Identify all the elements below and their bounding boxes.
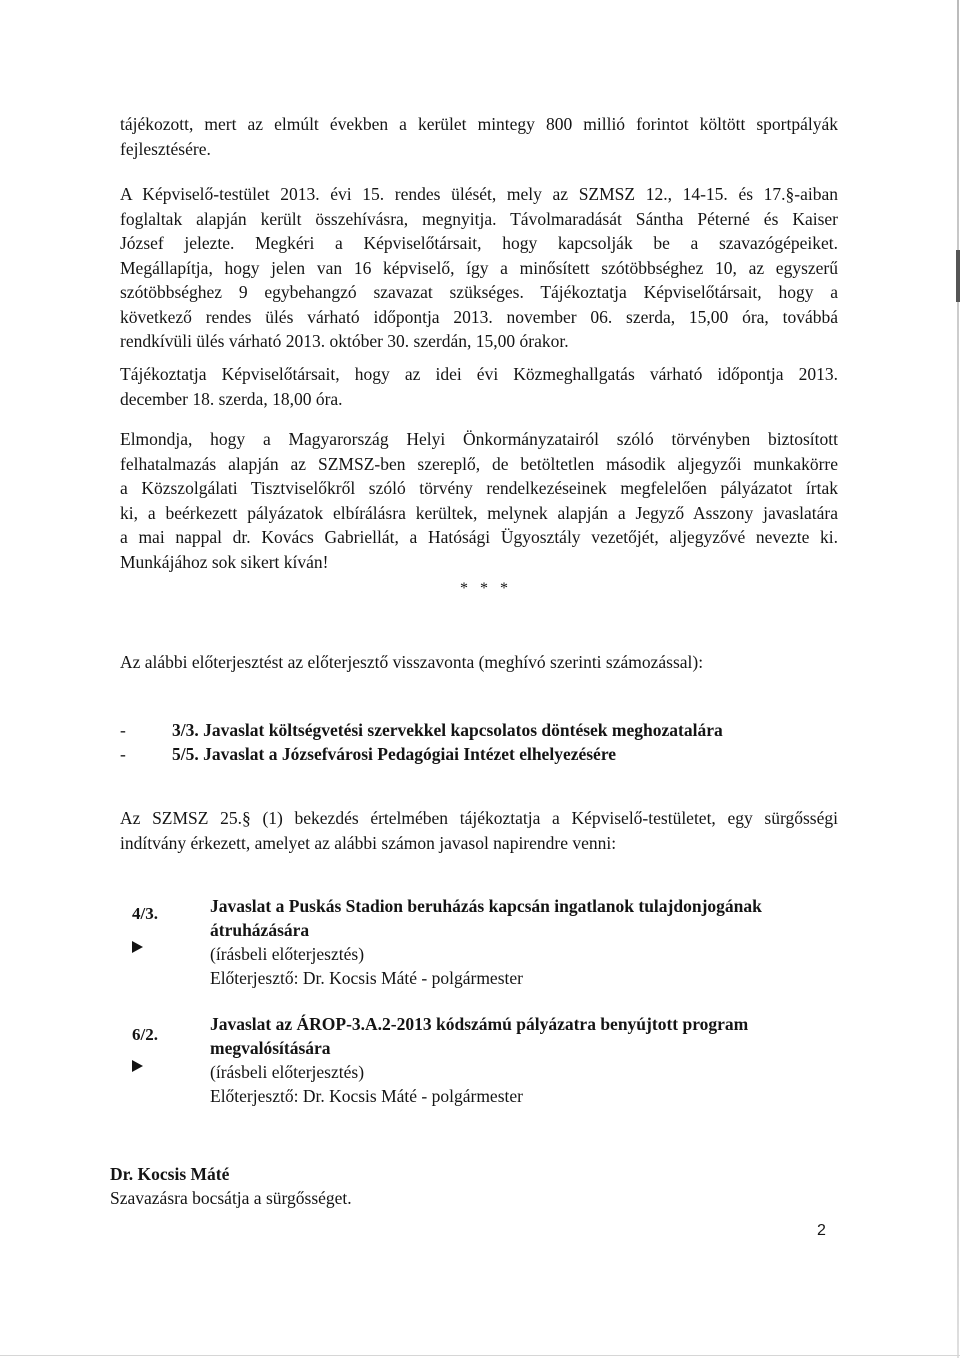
text-line: Tájékoztatja Képviselőtársait, hogy az idei évi Közmeghallgatás várható időpontja 2013. <box>120 364 838 384</box>
withdrawn-item <box>120 742 616 766</box>
text-line: szótöbbséghez 9 egybehangzó szavazat szükséges. Tájékoztatja Képviselőtársait, hogy a <box>120 282 838 302</box>
agenda-item-presenter: Előterjesztő: Dr. Kocsis Máté - polgármester <box>210 1086 523 1106</box>
text-line: rendkívüli ülés várható 2013. október 30. szerdán, 15,00 órakor. <box>120 331 569 351</box>
dash-marker: - <box>120 744 126 764</box>
scan-edge-line <box>0 1355 960 1356</box>
text-line: Megállapítja, hogy jelen van 16 képviselő, így a minősített szótöbbséghez 10, az egyszerű <box>120 257 838 278</box>
withdrawn-item <box>120 718 723 742</box>
signer-name: Dr. Kocsis Máté <box>110 1164 230 1184</box>
paragraph-continuation <box>120 112 838 161</box>
scan-edge-line <box>957 0 959 1358</box>
text-line: Az SZMSZ 25.§ (1) bekezdés értelmében tájékoztatja a Képviselő-testületet, egy sürgősségi <box>120 808 838 828</box>
withdrawn-item-text: 3/3. Javaslat költségvetési szervekkel kapcsolatos döntések meghozatalára <box>172 720 723 740</box>
agenda-item <box>210 894 840 990</box>
text-line: fejlesztésére. <box>120 138 211 159</box>
agenda-item <box>210 1012 840 1108</box>
page-number: 2 <box>817 1222 826 1239</box>
agenda-item-type: (írásbeli előterjesztés) <box>210 944 365 964</box>
dash-marker: - <box>120 720 126 740</box>
text-line: ki, a beérkezett pályázatok elbírálásra kerültek, melynek alapján a Jegyző Asszony javaslatára <box>120 502 838 523</box>
agenda-item-number: 6/2. <box>132 1025 158 1044</box>
right-triangle-arrow-icon <box>132 1060 143 1072</box>
agenda-item-title: Javaslat a Puskás Stadion beruházás kapcsán ingatlanok tulajdonjogának <box>210 896 762 916</box>
paragraph-public-hearing <box>120 362 838 411</box>
text-line: a mai nappal dr. Kovács Gabriellát, a Hatósági Ügyosztály vezetőjét, aljegyzővé nevezte ki. <box>120 527 838 547</box>
text-line: felhatalmazás alapján az SZMSZ-ben szereplő, de betöltetlen második aljegyzői munkakörre <box>120 453 838 474</box>
text-line: A Képviselő-testület 2013. évi 15. rendes ülését, mely az SZMSZ 12., 14-15. és 17.§-aiban <box>120 184 838 204</box>
text-line: Az alábbi előterjesztést az előterjesztő visszavonta (meghívó szerinti számozással): <box>120 652 704 672</box>
paragraph-urgent-motion <box>120 806 838 855</box>
text-line: a Közszolgálati Tisztviselőkről szóló törvény rendelkezéseinek megfelelően pályázatot írtak <box>120 478 838 498</box>
right-triangle-arrow-icon <box>132 941 143 953</box>
section-separator: * * * <box>460 580 512 597</box>
signer-action: Szavazásra bocsátja a sürgősséget. <box>110 1188 352 1208</box>
scan-edge-mark <box>956 250 960 302</box>
paragraph-withdrawn-intro <box>120 650 838 675</box>
text-line: Elmondja, hogy a Magyarország Helyi Önkormányzatairól szóló törvényben biztosított <box>120 429 838 449</box>
paragraph-session-opening <box>120 182 838 354</box>
text-line: Munkájához sok sikert kíván! <box>120 551 329 572</box>
signature-block <box>110 1162 352 1210</box>
text-line: következő rendes ülés várható időpontja 2013. november 06. szerda, 15,00 óra, továbbá <box>120 306 838 327</box>
text-line: december 18. szerda, 18,00 óra. <box>120 388 343 409</box>
agenda-item-title: megvalósítására <box>210 1038 331 1058</box>
text-line: tájékozott, mert az elmúlt években a kerület mintegy 800 millió forintot költött sportpályák <box>120 114 838 134</box>
agenda-item-title: Javaslat az ÁROP-3.A.2-2013 kódszámú pályázatra benyújtott program <box>210 1014 749 1034</box>
agenda-item-presenter: Előterjesztő: Dr. Kocsis Máté - polgármester <box>210 968 523 988</box>
withdrawn-item-text: 5/5. Javaslat a Józsefvárosi Pedagógiai Intézet elhelyezésére <box>172 744 617 764</box>
paragraph-deputy-notary <box>120 427 838 574</box>
text-line: foglaltak alapján került összehívásra, megnyitja. Távolmaradását Sántha Péterné és Kaiser <box>120 208 838 229</box>
agenda-item-number: 4/3. <box>132 904 158 923</box>
text-line: indítvány érkezett, amelyet az alábbi számon javasol napirendre venni: <box>120 832 617 853</box>
text-line: József jelezte. Megkéri a Képviselőtársait, hogy kapcsolják be a szavazógépeiket. <box>120 233 838 253</box>
agenda-item-type: (írásbeli előterjesztés) <box>210 1062 365 1082</box>
agenda-item-title: átruházására <box>210 920 310 940</box>
